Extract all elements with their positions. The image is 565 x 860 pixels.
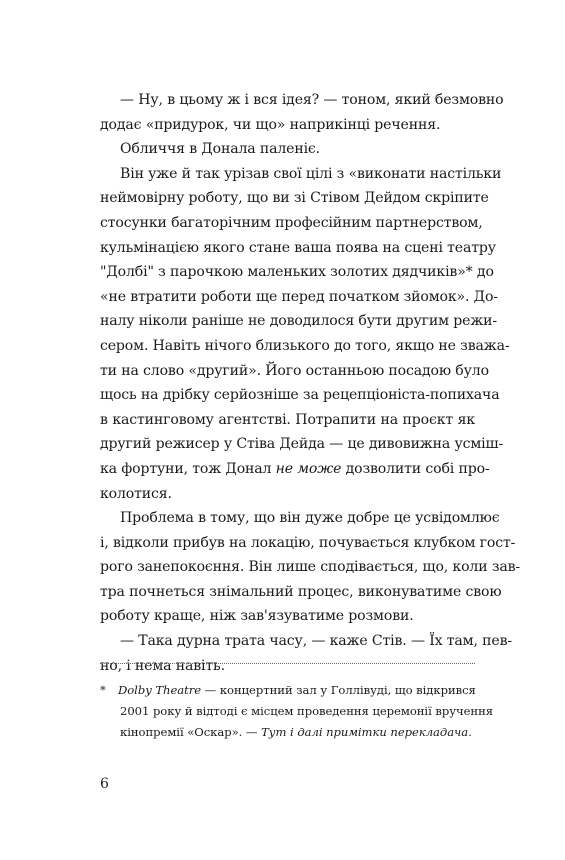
text-run: тра почнеться знімальний процес, виконуватиме свою [100,583,502,600]
text-line [100,162,502,187]
text-run: Проблема в тому, що він дуже добре це усвідомлює [120,510,500,527]
text-run: в кастинговому агентстві. Потрапити на проєкт як [100,411,475,428]
footnote-marker: * [100,683,106,697]
footnote-separator [100,663,475,664]
footnote [100,680,494,742]
text-run: — Така дурна трата часу, — каже Стів. — Їх там, пев- [120,633,512,650]
text-line [100,408,475,433]
body-text [100,88,520,678]
text-run: рого занепокоєння. Він лише сподівається, що, коли зав- [100,559,520,576]
text-run: 2001 року й відтоді є місцем проведення церемонії вручення [120,703,494,718]
text-run: роботу краще, ніж зав'язуватиме розмови. [100,608,414,625]
text-line [100,629,512,654]
italic-text: Dolby Theatre [118,683,202,697]
text-line [100,359,489,384]
text-line [100,506,500,531]
text-run: другий режисер у Стіва Дейда — це дивовижна усміш- [100,436,504,453]
italic-text: не може [275,460,342,477]
text-run: неймовірну роботу, що ви зі Стівом Дейдом скріпите [100,190,489,207]
text-line [100,309,498,334]
text-run: «не втратити роботи ще перед початком зйомок». До- [100,288,498,305]
text-line [100,236,496,261]
text-line [100,285,498,310]
text-run: ка фортуни, тож Донал [100,460,276,477]
text-run: ти на слово «другий». Його останньою посадою було [100,362,489,379]
text-run: сером. Навіть нічого близького до того, якщо не зважа- [100,337,510,354]
text-line [100,113,475,138]
text-line [100,531,516,556]
text-line [100,88,504,113]
text-line [100,654,475,679]
text-line [100,604,475,629]
text-line [100,137,475,162]
text-run: — концертний зал у Голлівуді, що відкрився [201,683,476,697]
footnote-line [100,722,475,743]
text-run: но, і нема навіть. [100,657,225,674]
text-run: кульмінацією якого стане ваша поява на сцені театру [100,239,496,256]
text-run: "Долбі" з парочкою маленьких золотих дядчиків»* до [100,264,494,281]
text-line [100,555,520,580]
footnote-line [100,680,475,701]
italic-text: Тут і далі примітки перекладача [261,724,469,739]
text-run: і, відколи прибув на локацію, почувається клубком гост- [100,534,516,551]
text-line [100,260,494,285]
text-run: дозволити собі про- [341,460,490,477]
text-run: налу ніколи раніше не доводилося бути другим режи- [100,313,498,330]
text-run: стосунки багаторічним професійним партнерством, [100,214,483,231]
text-line [100,457,490,482]
page-number: 6 [100,776,109,792]
text-line [100,211,483,236]
text-run: . [468,724,472,739]
text-line [100,432,504,457]
footnote-line [100,701,494,722]
text-line [100,186,489,211]
text-run: колотися. [100,485,172,502]
text-run: кінопремії «Оскар». — [120,724,262,739]
text-line [100,482,475,507]
text-run: додає «придурок, чи що» наприкінці речення. [100,116,441,133]
text-line [100,334,510,359]
text-run: Обличчя в Донала паленіє. [120,141,320,158]
text-run: Він уже й так урізав свої цілі з «виконати настільки [120,165,502,182]
text-run: щось на дрібку серйозніше за рецепціоніста-попихача [100,387,500,404]
text-line [100,580,502,605]
text-run: — Ну, в цьому ж і вся ідея? — тоном, який безмовно [120,92,504,108]
text-line [100,383,500,408]
